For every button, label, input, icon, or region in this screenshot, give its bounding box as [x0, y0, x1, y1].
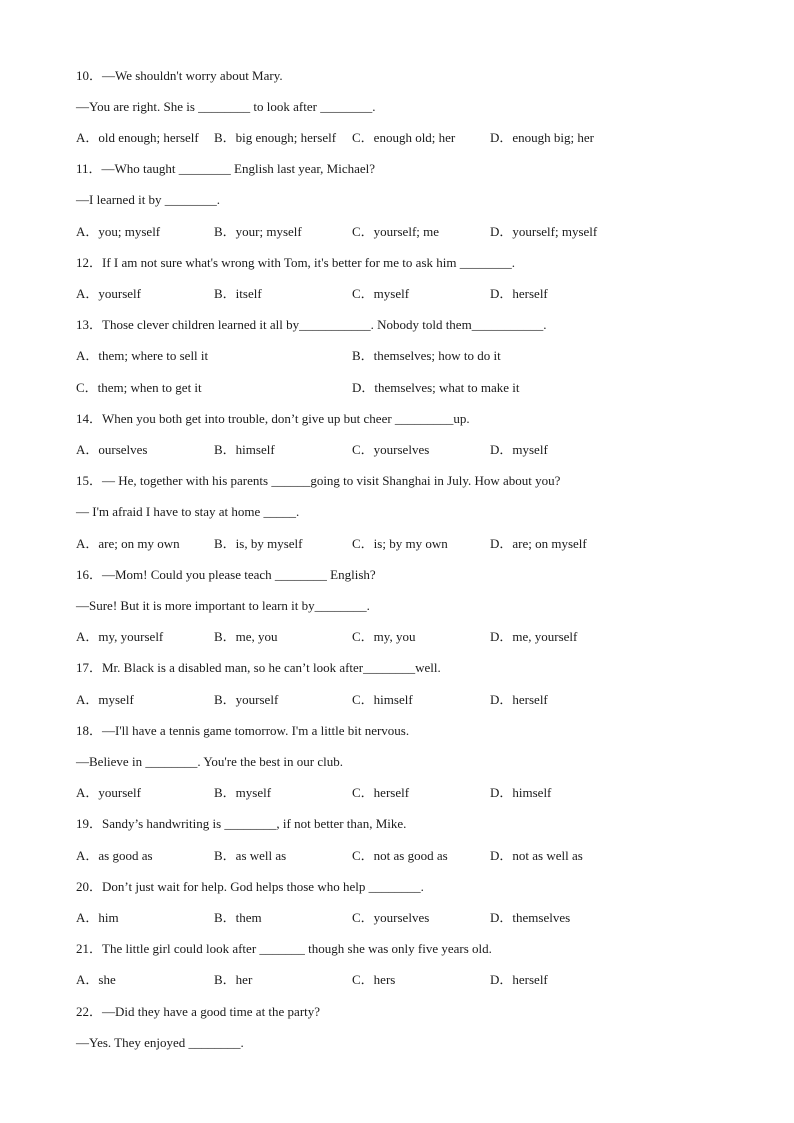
option-b: B．your; myself — [214, 224, 302, 239]
option-c: C．himself — [352, 692, 413, 707]
question-18-reply: —Believe in ________. You're the best in our club. — [76, 754, 344, 769]
option-a: A．yourself — [76, 785, 141, 800]
option-a: A．my, yourself — [76, 629, 164, 644]
option-a: A．ourselves — [76, 442, 148, 457]
option-a: A．you; myself — [76, 224, 161, 239]
option-c: C．enough old; her — [352, 130, 456, 145]
question-16-stem: 16．—Mom! Could you please teach ________ English? — [76, 567, 376, 582]
question-21-stem: 21．The little girl could look after _______ though she was only five years old. — [76, 941, 492, 956]
option-b: B．big enough; herself — [214, 130, 337, 145]
option-d: D．herself — [490, 972, 548, 987]
option-d: D．enough big; her — [490, 130, 594, 145]
option-d: D．themselves; what to make it — [352, 380, 520, 395]
option-b: B．myself — [214, 785, 272, 800]
option-c: C．yourselves — [352, 442, 430, 457]
option-d: D．are; on myself — [490, 536, 587, 551]
option-a: A．him — [76, 910, 119, 925]
option-b: B．yourself — [214, 692, 279, 707]
option-b: B．as well as — [214, 848, 287, 863]
question-22-reply: —Yes. They enjoyed ________. — [76, 1035, 244, 1050]
option-b: B．itself — [214, 286, 262, 301]
option-d: D．himself — [490, 785, 552, 800]
question-20-options — [76, 910, 636, 926]
option-d: D．themselves — [490, 910, 571, 925]
option-a: A．are; on my own — [76, 536, 180, 551]
question-14-stem: 14．When you both get into trouble, don’t give up but cheer _________up. — [76, 411, 470, 426]
question-18-options — [76, 785, 636, 801]
question-20-stem: 20．Don’t just wait for help. God helps those who help ________. — [76, 879, 424, 894]
option-b: B．her — [214, 972, 253, 987]
option-c: C．my, you — [352, 629, 416, 644]
question-17-stem: 17．Mr. Black is a disabled man, so he can’t look after________well. — [76, 660, 441, 675]
question-12-stem: 12．If I am not sure what's wrong with Tom, it's better for me to ask him ________. — [76, 255, 515, 270]
question-14-options — [76, 442, 636, 458]
option-c: C．not as good as — [352, 848, 448, 863]
question-15-reply: — I'm afraid I have to stay at home _____. — [76, 504, 300, 519]
question-10-options — [76, 130, 636, 146]
option-c: C．herself — [352, 785, 410, 800]
option-a: A．them; where to sell it — [76, 348, 209, 363]
option-b: B．himself — [214, 442, 275, 457]
option-d: D．not as well as — [490, 848, 583, 863]
option-b: B．themselves; how to do it — [352, 348, 501, 363]
option-d: D．yourself; myself — [490, 224, 598, 239]
option-a: A．she — [76, 972, 116, 987]
question-21-options — [76, 972, 636, 988]
option-a: A．yourself — [76, 286, 141, 301]
question-16-reply: —Sure! But it is more important to learn it by________. — [76, 598, 370, 613]
option-c: C．yourselves — [352, 910, 430, 925]
question-13-stem: 13．Those clever children learned it all by___________. Nobody told them___________. — [76, 317, 547, 332]
question-11-stem: 11．—Who taught ________ English last year, Michael? — [76, 161, 376, 176]
option-b: B．me, you — [214, 629, 278, 644]
question-15-stem: 15．— He, together with his parents ______going to visit Shanghai in July. How about you? — [76, 473, 561, 488]
question-18-stem: 18．—I'll have a tennis game tomorrow. I'm a little bit nervous. — [76, 723, 410, 738]
option-d: D．herself — [490, 286, 548, 301]
option-c: C．hers — [352, 972, 396, 987]
option-d: D．herself — [490, 692, 548, 707]
option-a: A．myself — [76, 692, 134, 707]
option-a: A．old enough; herself — [76, 130, 199, 145]
option-c: C．yourself; me — [352, 224, 440, 239]
question-13-options-row-1 — [76, 348, 636, 364]
option-b: B．is, by myself — [214, 536, 303, 551]
question-13-options-row-2 — [76, 380, 636, 396]
question-10-stem: 10．—We shouldn't worry about Mary. — [76, 68, 283, 83]
option-d: D．me, yourself — [490, 629, 578, 644]
question-11-reply: —I learned it by ________. — [76, 192, 221, 207]
question-17-options — [76, 692, 636, 708]
option-a: A．as good as — [76, 848, 153, 863]
option-c: C．is; by my own — [352, 536, 448, 551]
question-16-options — [76, 629, 636, 645]
question-22-stem: 22．—Did they have a good time at the party? — [76, 1004, 321, 1019]
question-10-reply: —You are right. She is ________ to look after ________. — [76, 99, 376, 114]
option-d: D．myself — [490, 442, 548, 457]
question-19-stem: 19．Sandy’s handwriting is ________, if not better than, Mike. — [76, 816, 407, 831]
option-c: C．myself — [352, 286, 410, 301]
question-12-options — [76, 286, 636, 302]
option-b: B．them — [214, 910, 262, 925]
option-c: C．them; when to get it — [76, 380, 202, 395]
question-19-options — [76, 848, 636, 864]
question-15-options — [76, 536, 636, 552]
question-11-options — [76, 224, 636, 240]
